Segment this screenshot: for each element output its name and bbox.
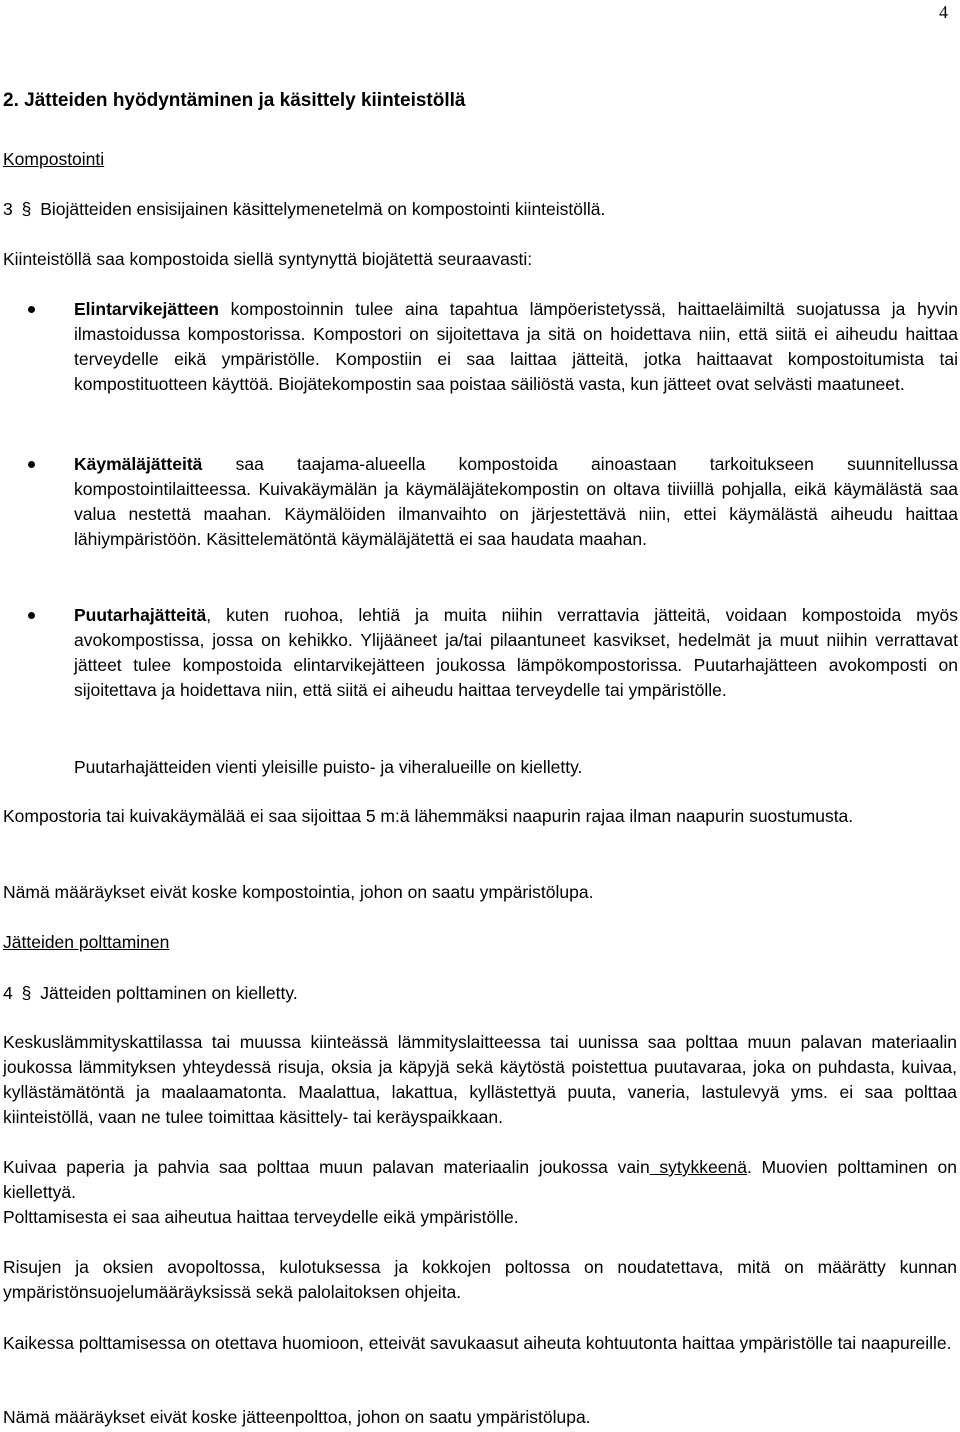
section-number: 3	[3, 199, 13, 219]
paragraph-burning-4: Risujen ja oksien avopoltossa, kulotuksessa ja kokkojen poltossa on noudatettava, mitä on määrätty kunnan ympäristönsuojelumääräyksissä sekä palolaitoksen ohjeita.	[3, 1257, 957, 1302]
bullet-icon	[28, 612, 35, 619]
list-item-body: kompostoinnin tulee aina tapahtua lämpöeristetyssä, haittaeläimiltä suojatussa ja hyvin ilmastoidussa kompostorissa. Kompostori on sijoitettava ja sitä on hoidettava niin, että siitä ei aiheudu haittaa terveydelle eikä ympäristölle. Kompostiin ei saa laittaa jätteitä, jotka haittaavat kompostoitumista tai kompostituotteen käyttöä. Biojätekompostin saa poistaa säiliöstä vasta, kun jätteet ovat selvästi maatuneet.	[74, 299, 958, 394]
paragraph-section-4	[3, 981, 957, 1006]
paragraph-distance-rule: Kompostoria tai kuivakäymälää ei saa sijoittaa 5 m:ä lähemmäksi naapurin rajaa ilman naapurin suostumusta.	[3, 806, 854, 826]
paragraph-burning-2	[3, 1155, 957, 1205]
section-heading: 2. Jätteiden hyödyntäminen ja käsittely kiinteistöllä	[3, 90, 466, 111]
bullet-icon	[28, 306, 35, 313]
page-number: 4	[939, 2, 948, 22]
list-item-body: saa taajama-alueella kompostoida ainoastaan tarkoitukseen suunnitellussa kompostointilaitteessa. Kuivakäymälän ja käymäläjätekompostin on oltava tiiviillä pohjalla, eikä käymälästä saa valua nestettä maahan. Käymälöiden ilmanvaihto on järjestettävä niin, ettei käymälästä aiheudu haittaa lähiympäristöön. Käsittelemätöntä käymäläjätettä ei saa haudata maahan.	[74, 454, 958, 549]
list-item-body: , kuten ruohoa, lehtiä ja muita niihin verrattavia jätteitä, voidaan kompostoida myös avokompostissa, jossa on kehikko. Ylijääneet ja/tai pilaantuneet kasvikset, hedelmät ja muut niihin verrattavat jätteet tulee kompostoida elintarvikejätteen joukossa lämpökompostorissa. Puutarhajätteen avokomposti on sijoitettava ja hoidettava niin, että siitä ei aiheudu haittaa terveydelle tai ympäristölle.	[74, 605, 958, 700]
section-sign: §	[21, 199, 32, 219]
section-text: Jätteiden polttaminen on kielletty.	[40, 983, 298, 1003]
list-item-bold: Elintarvikejätteen	[74, 299, 219, 319]
burning-2-text: Kuivaa paperia ja pahvia saa polttaa muun palavan materiaalin joukossa vain	[3, 1157, 650, 1177]
burning-2-underlined: sytykkeenä	[649, 1157, 747, 1177]
paragraph-burning-exception: Nämä määräykset eivät koske jätteenpolttoa, johon on saatu ympäristölupa.	[3, 1407, 591, 1427]
list-item-text	[74, 452, 958, 552]
list-item-text	[74, 603, 958, 703]
list-item-bold: Puutarhajätteitä	[74, 605, 207, 625]
paragraph-burning-3: Polttamisesta ei saa aiheutua haittaa terveydelle eikä ympäristölle.	[3, 1207, 519, 1227]
section-sign: §	[21, 983, 32, 1003]
bullet-icon	[28, 461, 35, 468]
section-text: Biojätteiden ensisijainen käsittelymenetelmä on kompostointi kiinteistöllä.	[40, 199, 606, 219]
list-item-text	[74, 297, 958, 397]
subheading-kompostointi: Kompostointi	[3, 149, 105, 169]
paragraph-compost-exception: Nämä määräykset eivät koske kompostointia, johon on saatu ympäristölupa.	[3, 882, 594, 902]
burning-2-tail: . Muovien polttaminen on kiellettyä.	[3, 1157, 957, 1202]
subheading-polttaminen: Jätteiden polttaminen	[3, 932, 170, 952]
list-item-bold: Käymäläjätteitä	[74, 454, 203, 474]
paragraph-burning-5: Kaikessa polttamisessa on otettava huomioon, etteivät savukaasut aiheuta kohtuutonta haittaa ympäristölle tai naapureille.	[3, 1333, 952, 1353]
paragraph-garden-note: Puutarhajätteiden vienti yleisille puisto- ja viheralueille on kielletty.	[74, 757, 583, 777]
paragraph-section-3	[3, 197, 957, 222]
paragraph-burning-1: Keskuslämmityskattilassa tai muussa kiinteässä lämmityslaitteessa tai uunissa saa polttaa muun palavan materiaalin joukossa lämmityksen yhteydessä risuja, oksia ja käpyjä sekä käytöstä poistettua puutavaraa, joka on puhdasta, kuivaa, kyllästämätöntä ja maalaamatonta. Maalattua, lakattua, kyllästettyä puuta, vaneria, lastulevyä yms. ei saa polttaa kiinteistöllä, vaan ne tulee toimittaa käsittely- tai keräyspaikkaan.	[3, 1032, 957, 1127]
section-number: 4	[3, 983, 13, 1003]
paragraph-intro: Kiinteistöllä saa kompostoida siellä syntynyttä biojätettä seuraavasti:	[3, 249, 533, 269]
